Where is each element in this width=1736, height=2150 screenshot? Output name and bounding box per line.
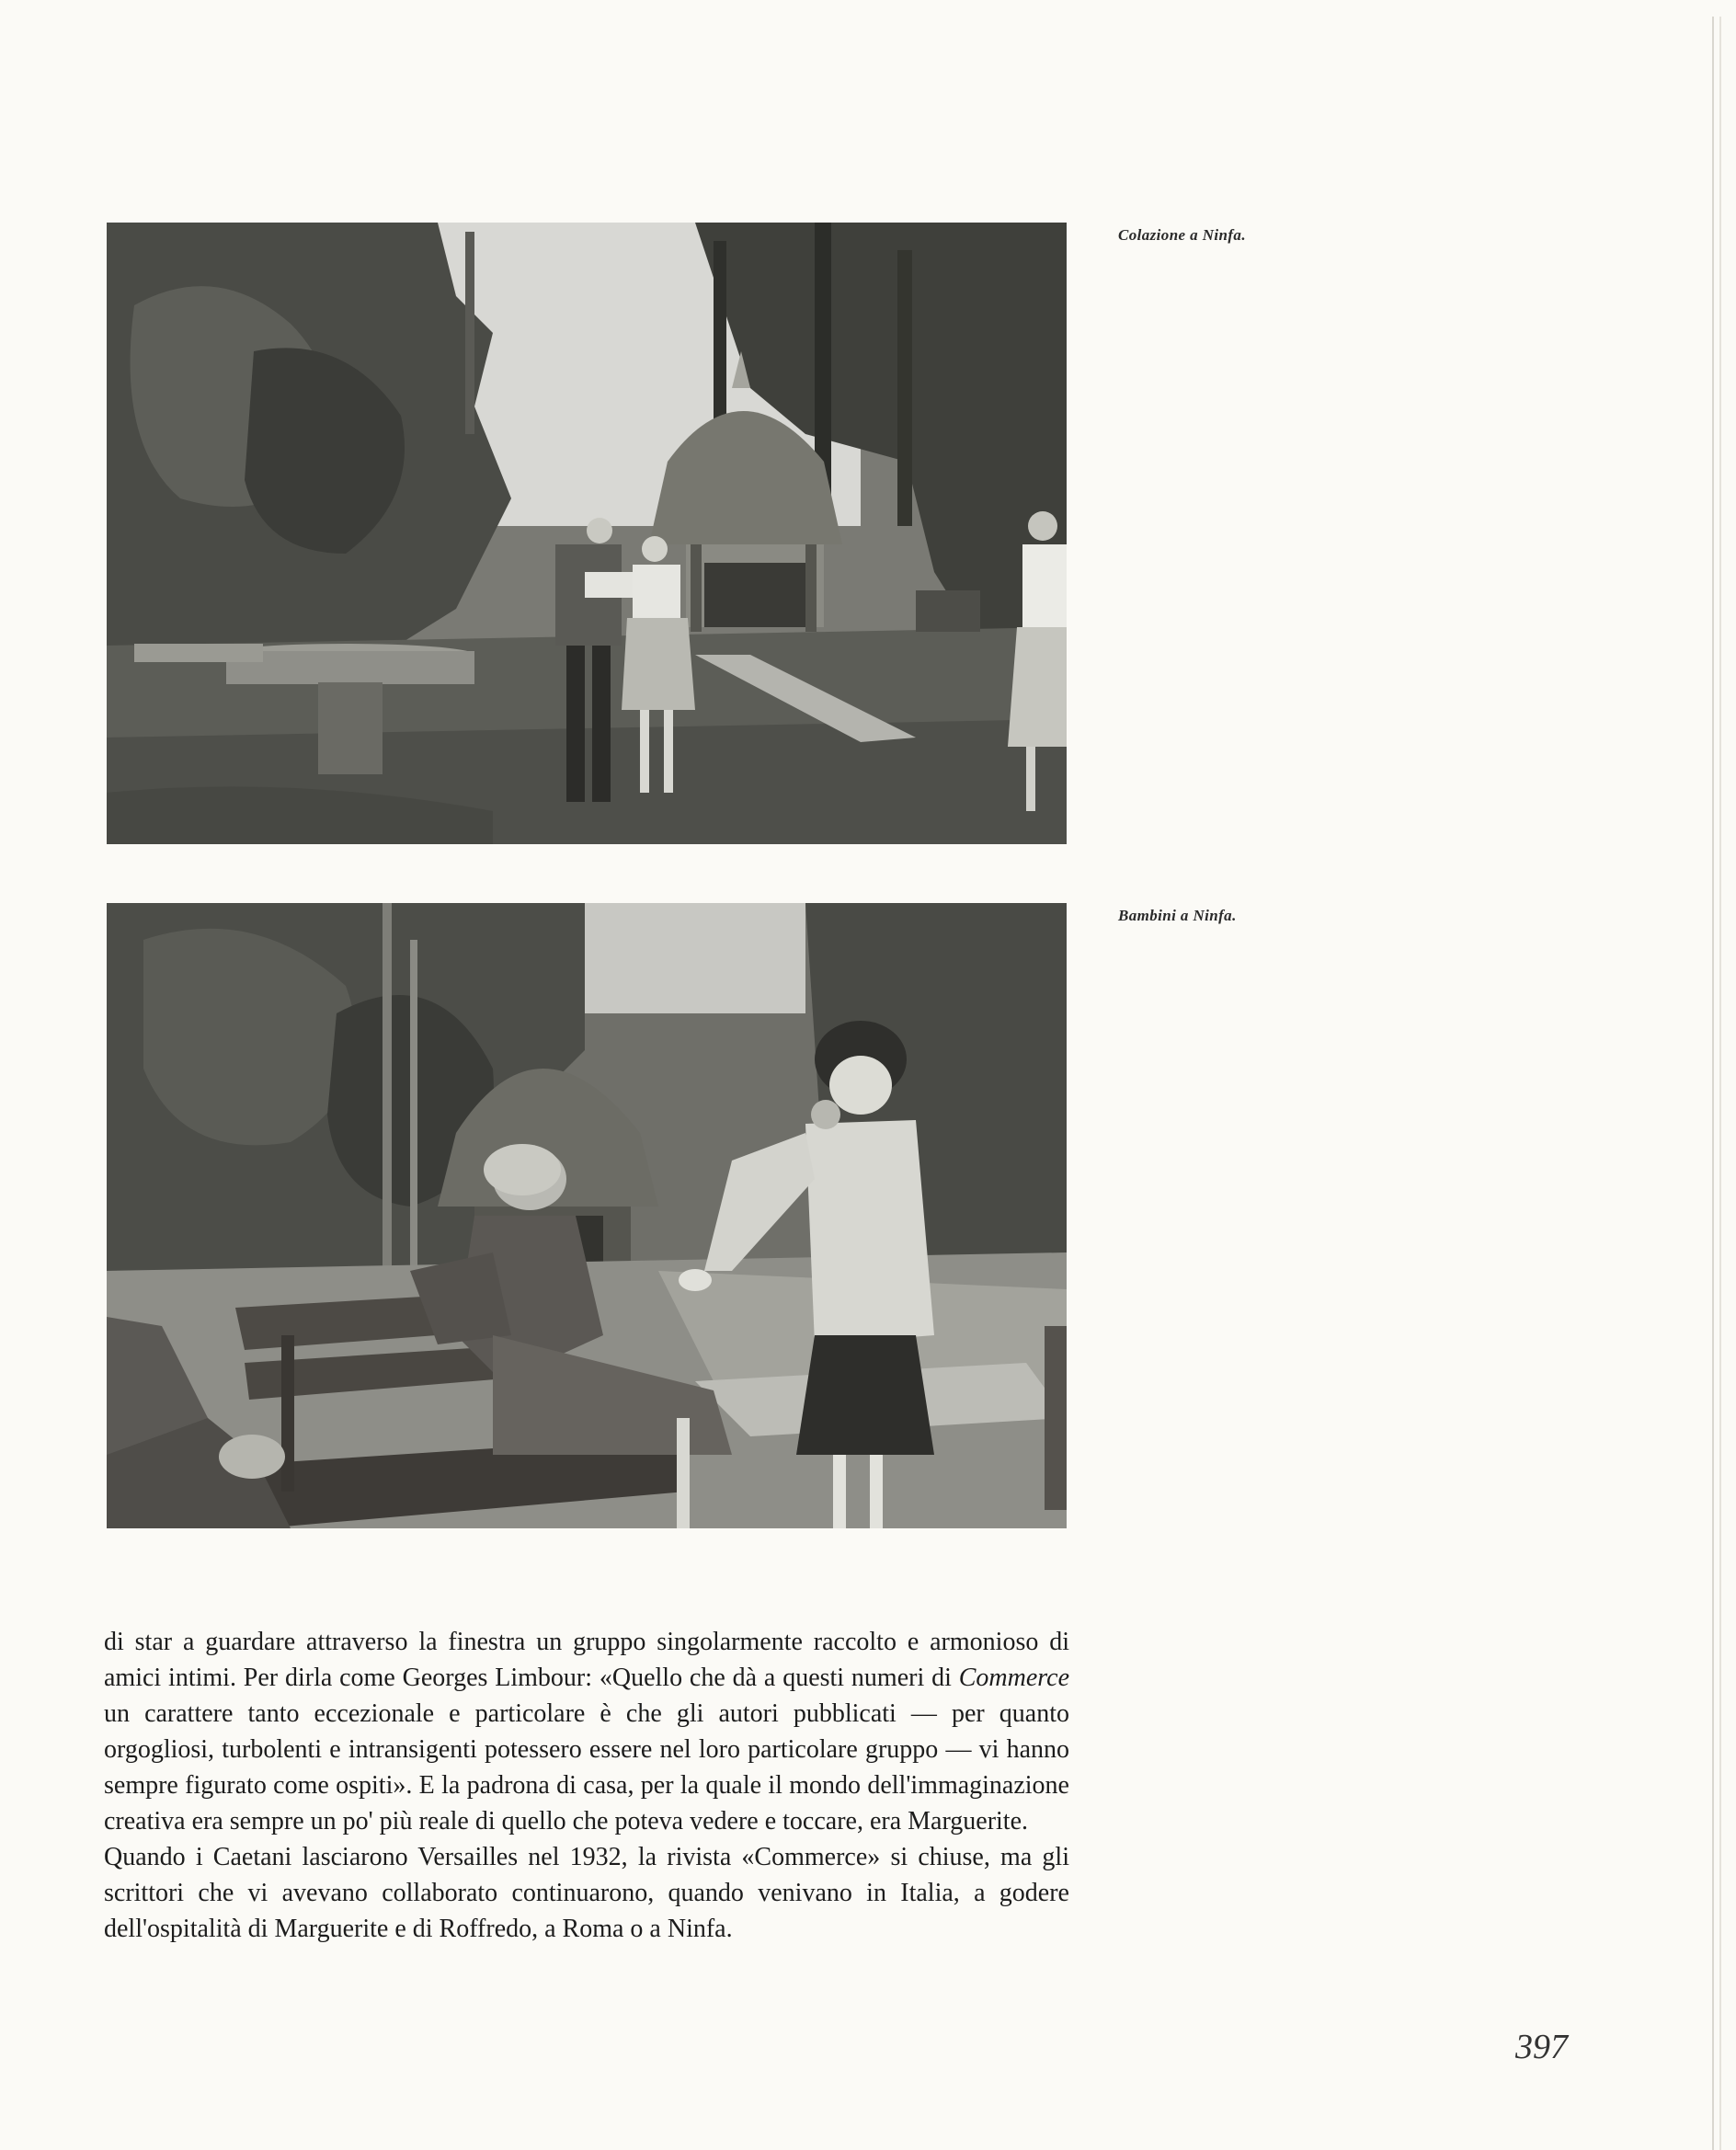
paragraph-text: un carattere tanto eccezionale e particolare è che gli autori pubblicati — per quanto orgogliosi, turbolenti e intransigenti potessero essere nel loro particolare gruppo — vi hanno sempre figurato come ospiti». E la padrona di casa, per la quale il mondo dell'immaginazione creativa era sempre un po' più reale di quello che poteva vedere e toccare, era Marguerite. [104,1699,1069,1836]
photo-garden-breakfast-image [107,223,1067,844]
photo-colazione-a-ninfa [107,223,1067,844]
photo-children-image [107,903,1067,1528]
body-text [104,1624,1069,1947]
caption-photo-1: Colazione a Ninfa. [1118,226,1246,244]
page-number: 397 [1515,2028,1568,2066]
paragraph: Quando i Caetani lasciarono Versailles nel 1932, la rivista «Commerce» si chiuse, ma gli scrittori che vi avevano collaborato continuarono, quando venivano in Italia, a godere dell'ospitalità di Marguerite e di Roffredo, a Roma o a Ninfa. [104,1843,1069,1943]
binding-edge-line [1712,17,1714,2150]
italic-title: Commerce [958,1664,1069,1692]
caption-photo-2: Bambini a Ninfa. [1118,907,1237,924]
photo-bambini-a-ninfa [107,903,1067,1528]
paragraph-text: di star a guardare attraverso la finestra un gruppo singolarmente raccolto e armonioso di amici intimi. Per dirla come Georges Limbour: «Quello che dà a questi numeri di [104,1628,1069,1692]
paragraph [104,1624,1069,1839]
binding-edge-line [1719,17,1721,2150]
